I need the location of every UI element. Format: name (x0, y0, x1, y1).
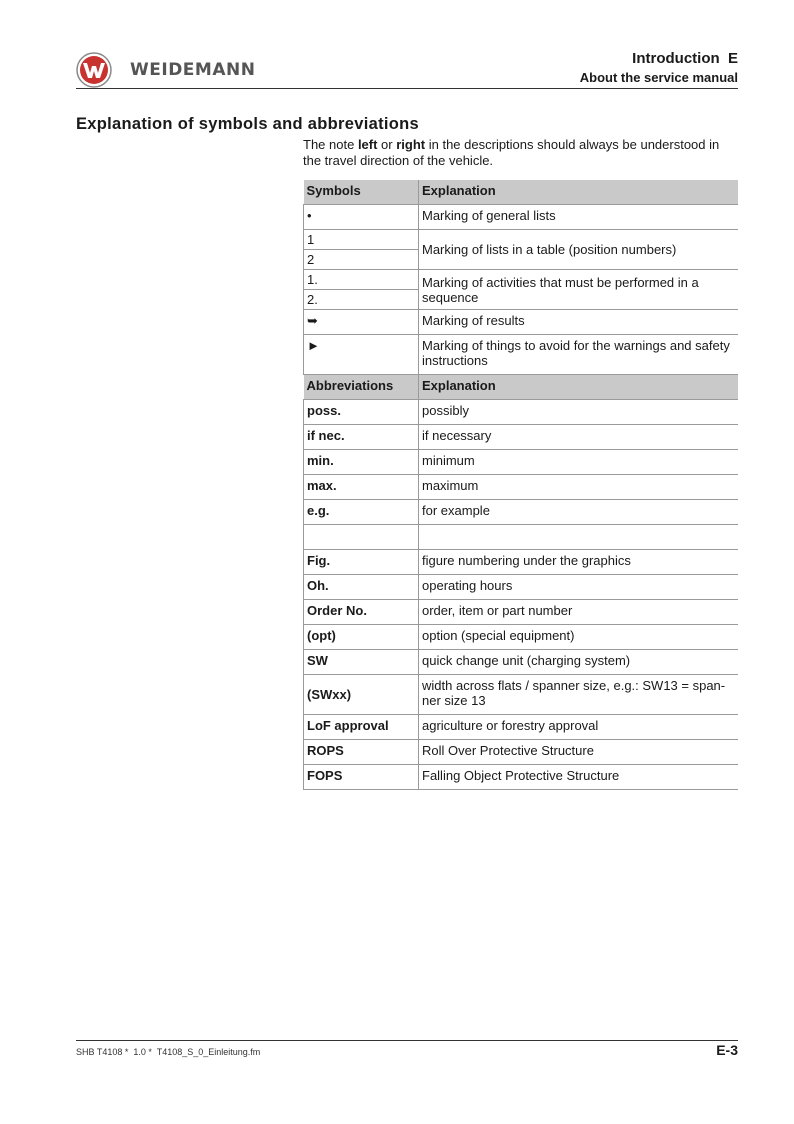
intro-text: The note (303, 137, 358, 152)
symbols-abbreviations-table (303, 180, 738, 790)
explanation-cell: Marking of lists in a table (position numbers) (419, 230, 739, 270)
header-rule (76, 88, 738, 89)
abbr-cell: LoF approval (304, 715, 419, 740)
table-row-empty (304, 525, 739, 550)
result-arrow-icon: ➥ (304, 310, 419, 335)
header-cell: Abbreviations (304, 375, 419, 400)
abbr-cell: e.g. (304, 500, 419, 525)
table-row (304, 230, 739, 250)
symbols-header-row (304, 180, 739, 205)
abbr-cell: SW (304, 650, 419, 675)
explanation-cell: for example (419, 500, 739, 525)
table-row (304, 335, 739, 375)
intro-right: right (396, 137, 426, 152)
explanation-cell (419, 525, 739, 550)
symbol-cell: 1 (304, 230, 419, 250)
explanation-cell: Marking of things to avoid for the warnings and safety instructions (419, 335, 739, 375)
table-row (304, 475, 739, 500)
explanation-cell: option (special equipment) (419, 625, 739, 650)
explanation-cell: Marking of general lists (419, 205, 739, 230)
explanation-cell: maximum (419, 475, 739, 500)
abbr-cell: Fig. (304, 550, 419, 575)
abbreviations-header-row (304, 375, 739, 400)
header-cell: Symbols (304, 180, 419, 205)
table-row (304, 310, 739, 335)
table-row (304, 400, 739, 425)
symbol-cell: 1. (304, 270, 419, 290)
explanation-cell: quick change unit (charging system) (419, 650, 739, 675)
abbr-cell: if nec. (304, 425, 419, 450)
header-cell: Explanation (419, 180, 739, 205)
abbr-cell: Order No. (304, 600, 419, 625)
intro-paragraph (303, 137, 739, 169)
abbr-cell: poss. (304, 400, 419, 425)
explanation-cell: Roll Over Protective Structure (419, 740, 739, 765)
explanation-cell: if necessary (419, 425, 739, 450)
table-row (304, 205, 739, 230)
explanation-cell: Falling Object Protective Structure (419, 765, 739, 790)
explanation-cell: order, item or part number (419, 600, 739, 625)
abbr-cell: ROPS (304, 740, 419, 765)
brand-name: WEIDEMANN (130, 60, 256, 80)
explanation-cell: Marking of activities that must be performed in a sequence (419, 270, 739, 310)
intro-left: left (357, 137, 378, 152)
table-row (304, 715, 739, 740)
symbol-cell: 2 (304, 250, 419, 270)
warning-triangle-icon: ► (304, 335, 419, 375)
table-row (304, 765, 739, 790)
symbol-cell: 2. (304, 290, 419, 310)
header-cell: Explanation (419, 375, 739, 400)
abbr-cell: Oh. (304, 575, 419, 600)
footer-doc-ref: SHB T4108 * 1.0 * T4108_S_0_Einleitung.fm (76, 1047, 261, 1057)
section-header (580, 50, 738, 85)
table-row (304, 625, 739, 650)
weidemann-logo (76, 52, 255, 88)
explanation-cell: operating hours (419, 575, 739, 600)
table-row (304, 600, 739, 625)
explanation-cell: width across flats / spanner size, e.g.: SW13 = span-ner size 13 (419, 675, 739, 715)
table-row (304, 675, 739, 715)
explanation-cell: figure numbering under the graphics (419, 550, 739, 575)
abbr-cell: (opt) (304, 625, 419, 650)
abbr-cell (304, 525, 419, 550)
table-row (304, 650, 739, 675)
table-row (304, 500, 739, 525)
explanation-cell: minimum (419, 450, 739, 475)
abbr-cell: FOPS (304, 765, 419, 790)
table-row (304, 550, 739, 575)
symbol-cell: • (304, 205, 419, 230)
section-subtitle: About the service manual (579, 70, 738, 85)
table-row (304, 450, 739, 475)
table-row (304, 270, 739, 290)
weidemann-w-icon (76, 52, 112, 88)
explanation-cell: agriculture or forestry approval (419, 715, 739, 740)
explanation-cell: possibly (419, 400, 739, 425)
table-row (304, 425, 739, 450)
explanation-cell: Marking of results (419, 310, 739, 335)
abbr-cell: (SWxx) (304, 675, 419, 715)
page-title: Explanation of symbols and abbreviations (76, 115, 419, 133)
footer-rule (76, 1040, 738, 1041)
abbr-cell: max. (304, 475, 419, 500)
section-title: Introduction E (632, 50, 738, 67)
intro-text: or (377, 137, 397, 152)
table-row (304, 575, 739, 600)
abbr-cell: min. (304, 450, 419, 475)
page-number: E-3 (716, 1042, 738, 1058)
intro-text: in the descriptions should always be understood in the travel direction of the vehicle. (303, 137, 720, 168)
table-row (304, 740, 739, 765)
